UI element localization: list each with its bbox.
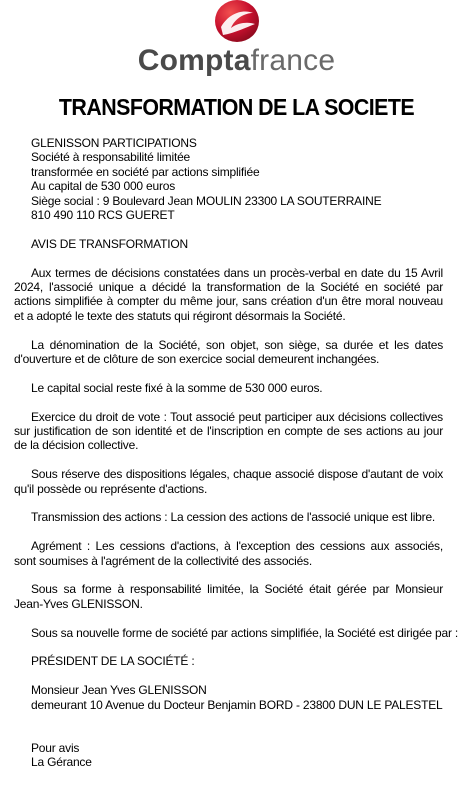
paragraph-2-wrap [14,338,443,367]
paragraph-4-wrap [14,410,443,453]
company-capital: Au capital de 530 000 euros [31,179,176,194]
paragraph-7: Agrément : Les cessions d'actions, à l'exception des cessions aux associés, sont soumises à l'agrément de la collectivité des associés. [14,539,443,568]
paragraph-5: Sous réserve des dispositions légales, chaque associé dispose d'autant de voix qu'il possède ou représente d'actions. [14,467,443,496]
paragraph-3: Le capital social reste fixé à la somme de 530 000 euros. [31,380,323,395]
paragraph-6: Transmission des actions : La cession des actions de l'associé unique est libre. [31,510,436,525]
company-rcs: 810 490 110 RCS GUERET [31,208,175,223]
company-seat: Siège social : 9 Boulevard Jean MOULIN 23300 LA SOUTERRAINE [31,193,382,208]
company-transformed: transformée en société par actions simplifiée [31,164,260,179]
paragraph-4: Exercice du droit de vote : Tout associé peut participer aux décisions collectives sur justification de son identité et de l'inscription en compte de ses actions au jour de la décision collective. [14,409,443,453]
signature-line-1: Pour avis [31,740,80,755]
paragraph-5-wrap [14,467,443,496]
brand-bold: Compta [137,44,251,77]
page-title: TRANSFORMATION DE LA SOCIETE [58,94,415,120]
company-name: GLENISSON PARTICIPATIONS [31,136,197,150]
president-name: Monsieur Jean Yves GLENISSON [31,683,207,698]
paragraph-1-wrap [14,266,443,324]
president-address: demeurant 10 Avenue du Docteur Benjamin BORD - 23800 DUN LE PALESTEL [31,697,443,712]
signature-line-2: La Gérance [31,755,92,770]
legal-notice [14,136,459,770]
notice-title: AVIS DE TRANSFORMATION [31,236,188,251]
comptafrance-logo [0,0,473,80]
paragraph-8: Sous sa forme à responsabilité limitée, la Société était gérée par Monsieur Jean-Yves GLENISSON. [14,582,443,611]
comptafrance-emblem-icon [211,0,263,44]
paragraph-9: Sous sa nouvelle forme de société par actions simplifiée, la Société est dirigée par : [31,625,459,640]
paragraph-7-wrap [14,539,443,568]
brand-wordmark [0,44,473,78]
paragraph-2: La dénomination de la Société, son objet, son siège, sa durée et les dates d'ouverture et de clôture de son exercice social demeurent inchangées. [14,337,443,367]
president-heading: PRÉSIDENT DE LA SOCIÉTÉ : [31,654,195,669]
brand-light: france [250,44,336,77]
company-form: Société à responsabilité limitée [31,150,191,165]
paragraph-8-wrap [14,582,443,611]
paragraph-1: Aux termes de décisions constatées dans un procès-verbal en date du 15 Avril 2024, l'associé unique a décidé la transformation de la Société en société par actions simplifiée à compter du même jour, sans création d'un être moral nouveau et a adopté le texte des statuts qui régiront désormais la Société. [14,265,443,323]
